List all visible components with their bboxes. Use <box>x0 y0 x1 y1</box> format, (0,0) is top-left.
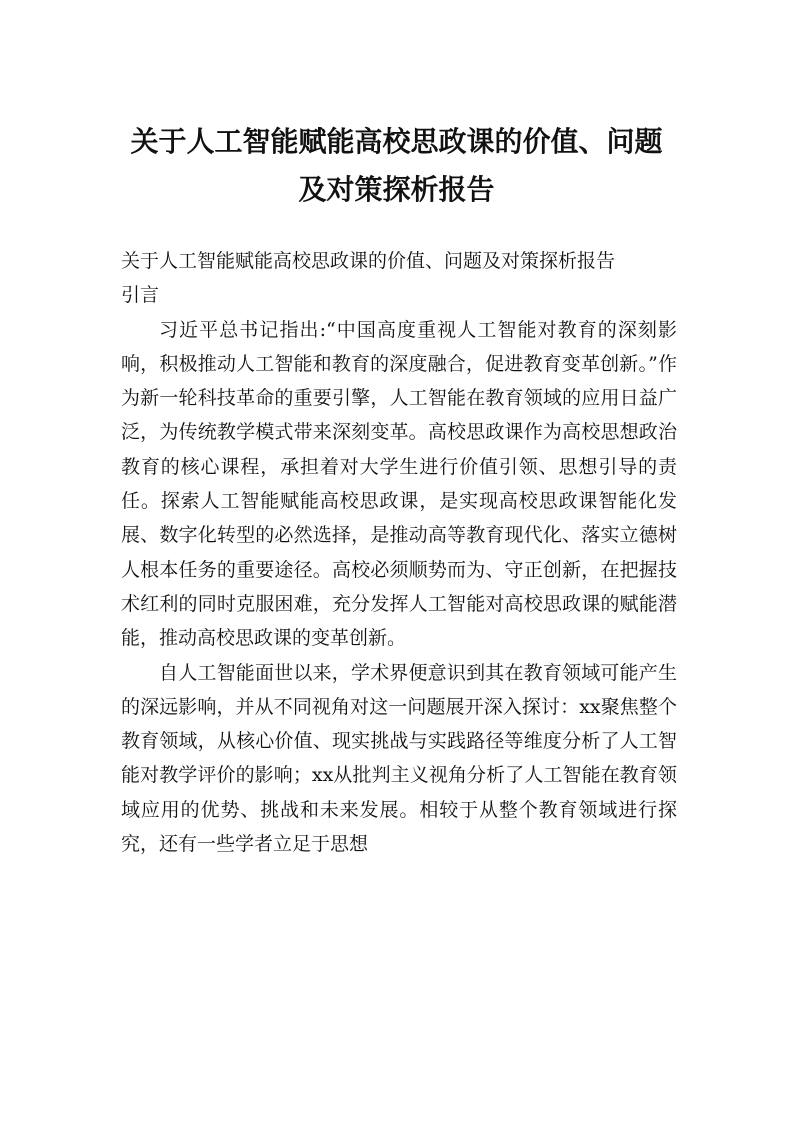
document-body <box>121 244 677 861</box>
body-paragraph: 习近平总书记指出:“中国高度重视人工智能对教育的深刻影响，积极推动人工智能和教育的深度融合，促进教育变革创新。”作为新一轮科技革命的重要引擎，人工智能在教育领域的应用日益广泛，为传统教学模式带来深刻变革。高校思政课作为高校思想政治教育的核心课程，承担着对大学生进行价值引领、思想引导的责任。探索人工智能赋能高校思政课，是实现高校思政课智能化发展、数字化转型的必然选择，是推动高等教育现代化、落实立德树人根本任务的重要途径。高校必须顺势而为、守正创新，在把握技术红利的同时克服困难，充分发挥人工智能对高校思政课的赋能潜能，推动高校思政课的变革创新。 <box>121 318 677 650</box>
subtitle-paragraph: 关于人工智能赋能高校思政课的价值、问题及对策探析报告 <box>121 250 616 272</box>
title-line-1: 关于人工智能赋能高校思政课的价值、问题 <box>130 125 663 158</box>
title-line-2: 及对策探析报告 <box>298 173 495 206</box>
section-heading-introduction: 引言 <box>121 284 160 307</box>
document-title <box>110 118 683 214</box>
body-paragraph: 自人工智能面世以来，学术界便意识到其在教育领域可能产生的深远影响，并从不同视角对这一问题展开深入探讨：xx聚焦整个教育领域，从核心价值、现实挑战与实践路径等维度分析了人工智能对教学评价的影响；xx从批判主义视角分析了人工智能在教育领域应用的优势、挑战和未来发展。相较于从整个教育领域进行探究，还有一些学者立足于思想 <box>121 661 677 856</box>
